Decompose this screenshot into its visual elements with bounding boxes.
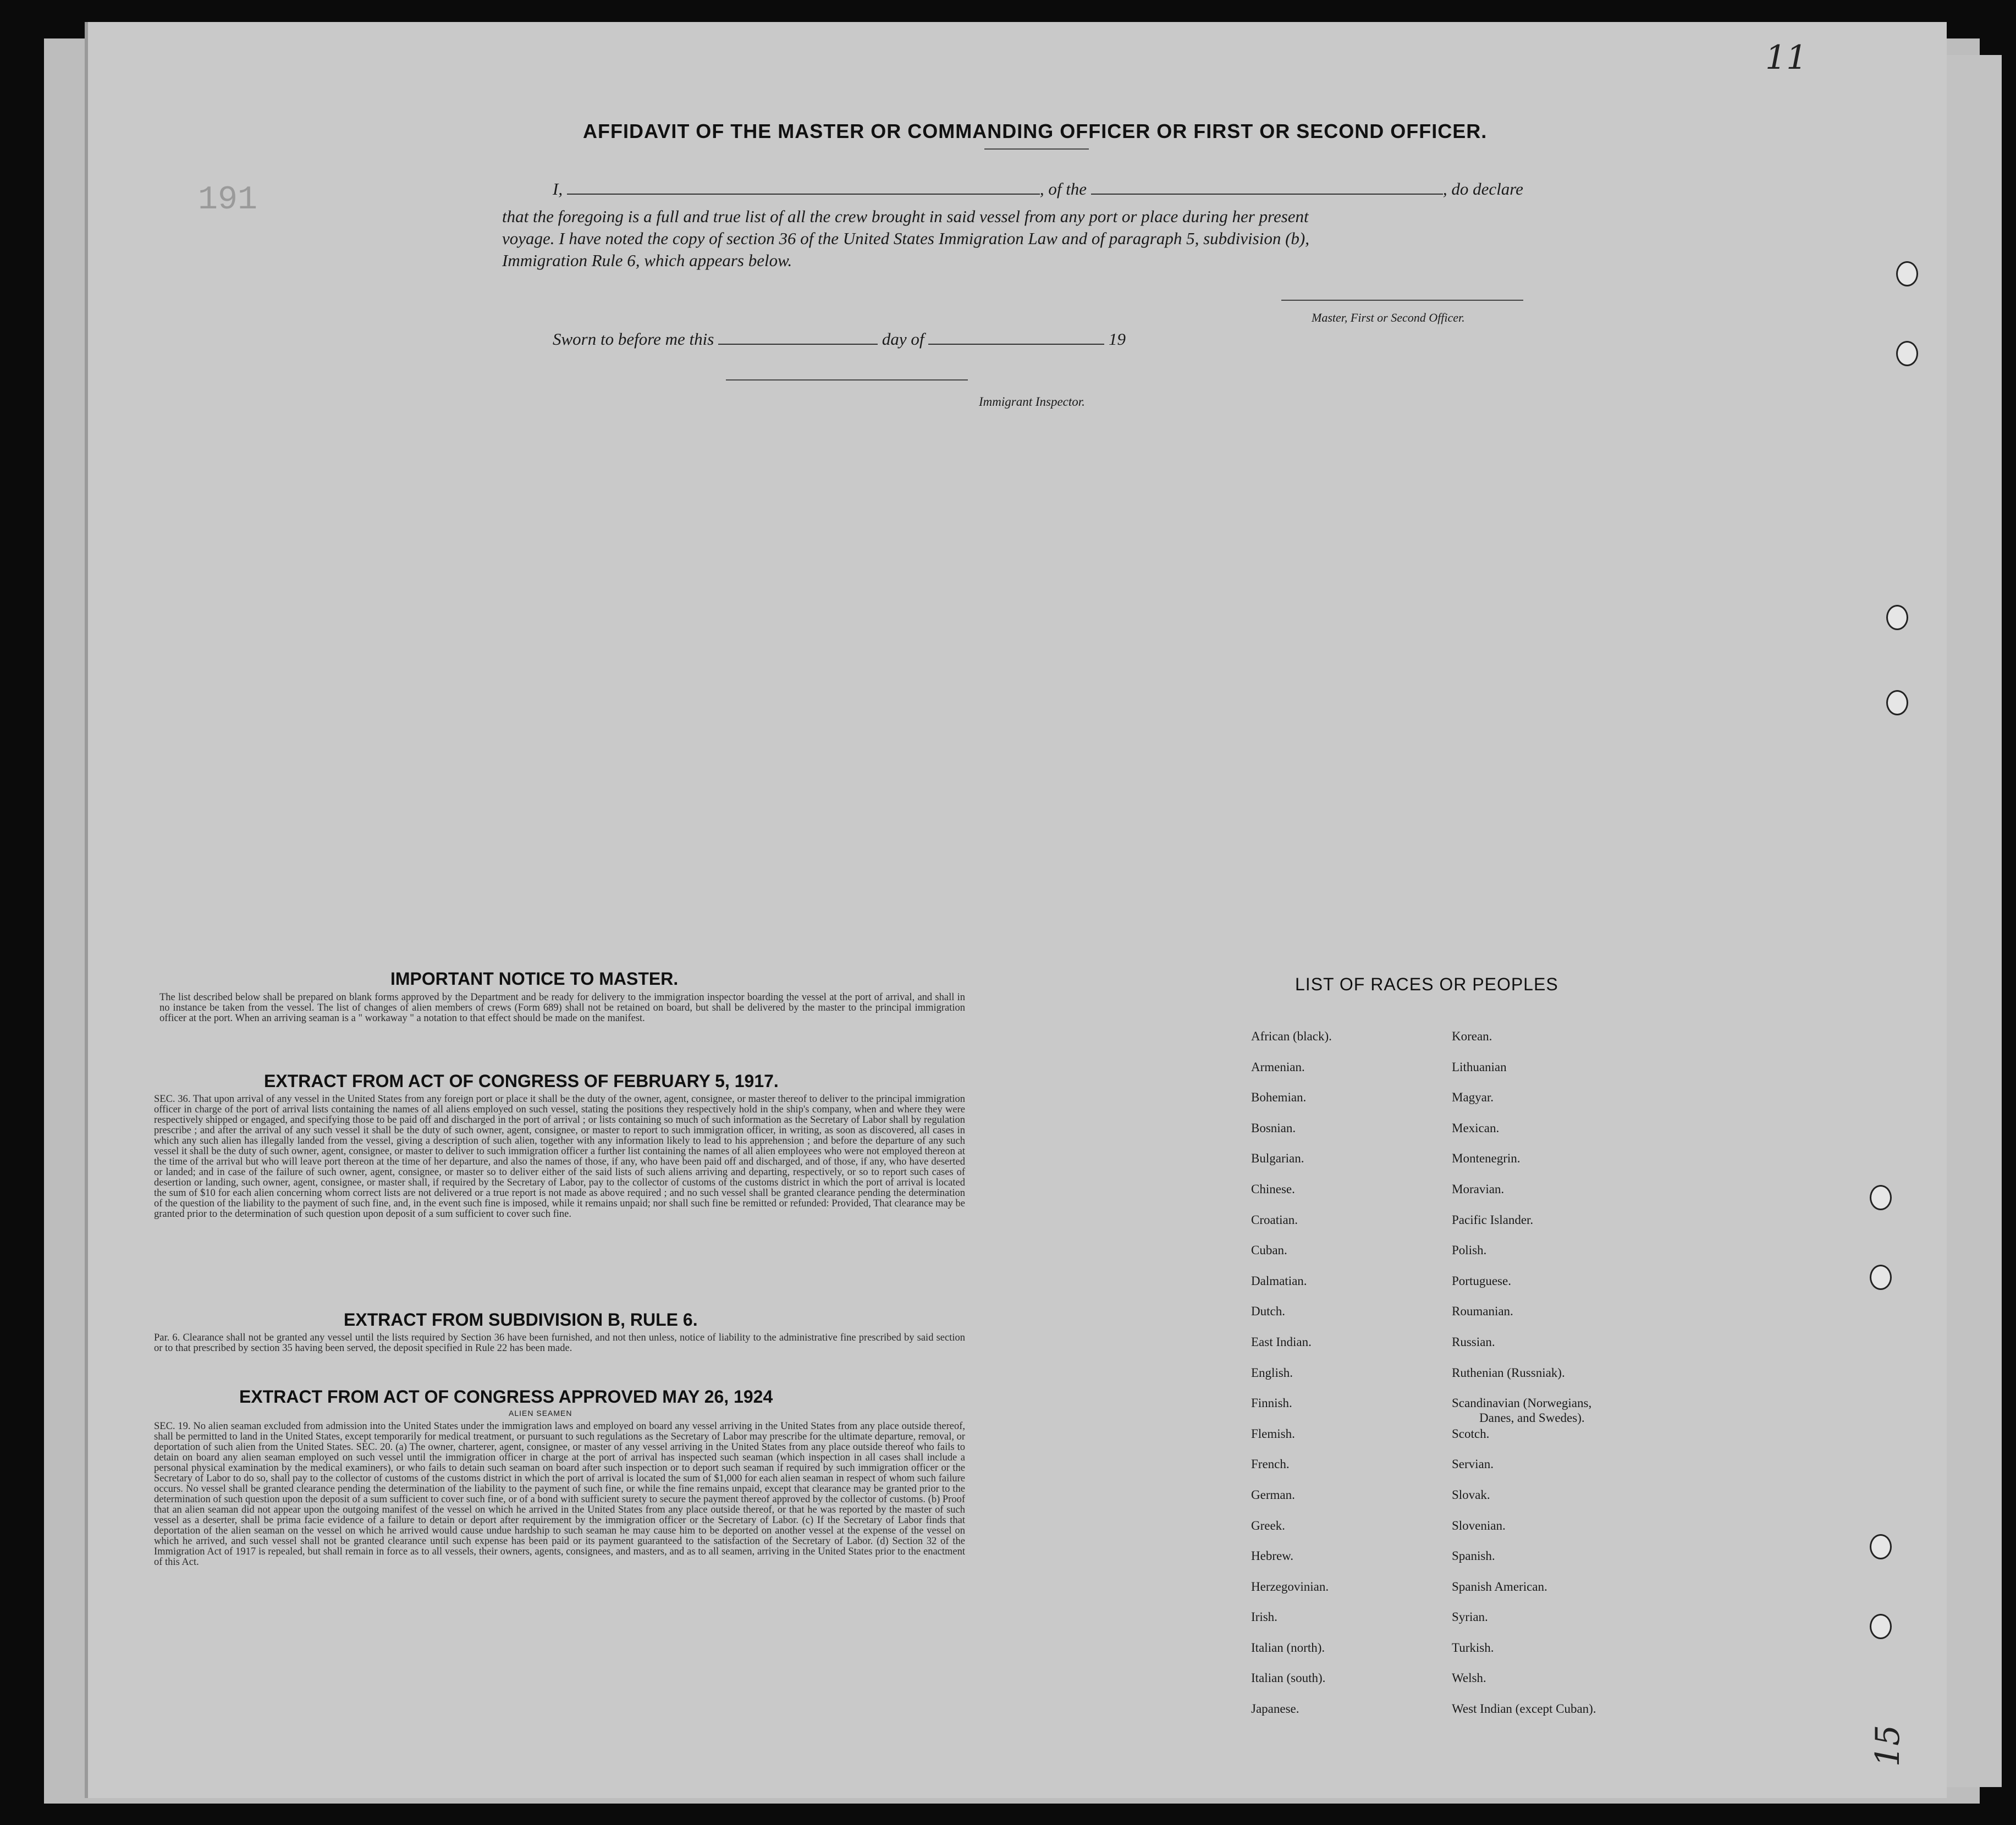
declaration-line-3: voyage. I have noted the copy of section 36 of the United States Immigration Law and of paragraph 5, subdivision (b), — [502, 229, 1309, 248]
extract-rule6-body: Par. 6. Clearance shall not be granted any vessel until the lists required by Section 36 have been furnished, and not then unless, notice of liability to the administrative fine prescribed by said section or to that prescribed by section 35 having been served, the deposit specified in Rule 22 has been made. — [154, 1332, 965, 1354]
race-item: Slovenian. — [1452, 1518, 1506, 1532]
handwritten-number: 11 — [1765, 38, 1808, 77]
extract-1917-body: SEC. 36. That upon arrival of any vessel in the United States from any foreign port or place it shall be the duty of the owner, agent, consignee, or master thereof to deliver to the principal immigration officer in charge of the port of arrival lists containing the names of all aliens employed on such vessel, stating the positions they respectively hold in the ship's company, when and where they were respectively shipped or engaged, and specifying those to be paid off and discharged in the port of arrival ; or lists containing so much of such information as the Secretary of Labor shall by regulation prescribe ; and after the arrival of any such vessel it shall be the duty of such owner, agent, consignee, or master to report to such immigration officer, in writing, as soon as discovered, all cases in which any such alien has illegally landed from the vessel, giving a description of such alien, together with any information likely to lead to his apprehension ; and before the departure of any such vessel it shall be the duty of such owner, agent, consignee, or master to deliver to such immigration officer a further list containing the names of all alien employees who were not employed thereon at the time of the arrival but who will leave port thereon at the time of her departure, and also the names of those, if any, who have been paid off and discharged, and of those, if any, who have deserted or landed; and in case of the failure of such owner, agent, consignee, or master so to deliver either of the said lists of such aliens arriving and departing, respectively, or so to report such cases of desertion or landing, such owner, agent, consignee, or master shall, if required by the Secretary of Labor, pay to the collector of customs of the customs district in which the port of arrival is located the sum of $10 for each alien concerning whom correct lists are not delivered or a true report is not made as above required ; and no such vessel shall be granted clearance pending the determination of the question of the liability to the payment of such fine, and, in the event such fine is imposed, while it remains unpaid; nor shall such fine be remitted or refunded: Provided, That clearance may be granted prior to the determination of such question upon deposit of a sum sufficient to cover such fine. — [154, 1094, 965, 1220]
race-item: Russian. — [1452, 1335, 1495, 1349]
race-item: Scandinavian (Norwegians, — [1452, 1396, 1592, 1410]
binder-hole — [1886, 690, 1908, 715]
race-item: Magyar. — [1452, 1090, 1494, 1105]
race-item: Chinese. — [1251, 1182, 1295, 1196]
race-item: West Indian (except Cuban). — [1452, 1702, 1596, 1716]
race-item: Polish. — [1452, 1243, 1487, 1258]
officer-name-field[interactable] — [567, 194, 1040, 195]
handwritten-number: 15 — [1869, 1724, 1908, 1767]
race-item: African (black). — [1251, 1029, 1332, 1043]
race-item: Armenian. — [1251, 1060, 1305, 1074]
title-rule — [984, 148, 1089, 150]
binder-hole — [1870, 1185, 1892, 1210]
race-item: Portuguese. — [1452, 1273, 1511, 1288]
races-right-column — [1452, 1029, 1596, 1733]
race-item: Bohemian. — [1251, 1090, 1307, 1105]
race-item: Herzegovinian. — [1251, 1579, 1329, 1594]
race-item: Hebrew. — [1251, 1549, 1294, 1563]
declaration-line-1 — [553, 177, 1523, 201]
race-item: Pacific Islander. — [1452, 1212, 1534, 1227]
binder-hole — [1896, 261, 1918, 286]
right-edge-strip — [1947, 55, 2002, 1787]
declaration-of-the: , of the — [1039, 179, 1087, 199]
declaration-i: I, — [553, 179, 563, 199]
race-item: Danes, and Swedes). — [1479, 1411, 1585, 1425]
races-title: LIST OF RACES OR PEOPLES — [1295, 974, 1558, 994]
race-item: Irish. — [1251, 1610, 1277, 1624]
race-item: Bulgarian. — [1251, 1151, 1304, 1166]
extract-1924-body: SEC. 19. No alien seaman excluded from admission into the United States under the immigration laws and employed on board any vessel arriving in the United States from any place outside thereof, shall be permitted to land in the United States, except temporarily for medical treatment, or pursuant to such regulations as the Secretary of Labor may prescribe for the ultimate departure, removal, or deportation of such alien from the United States. SEC. 20. (a) The owner, charterer, agent, consignee, or master of any vessel arriving in the United States from any place outside thereof who fails to detain on board any alien seaman employed on such vessel until the immigration officer in charge at the port of arrival has inspected such seaman (which inspection in all cases shall include a personal physical examination by the medical examiners), or who fails to detain such seaman on board after such inspection or to deport such seaman if required by such immigration officer or the Secretary of Labor to do so, shall pay to the collector of customs of the customs district in which the port of arrival is located the sum of $1,000 for each alien seaman in respect of whom such failure occurs. No vessel shall be granted clearance pending the determination of the liability to the payment of such fine, or while the fine remains unpaid, except that clearance may be granted prior to the determination of such question upon the deposit of a sum sufficient to cover such fine, or of a bond with sufficient surety to secure the payment thereof approved by the collector of customs. (b) Proof that an alien seaman did not appear upon the outgoing manifest of the vessel on which he arrived in the United States from any place outside thereof, or that he was reported by the master of such vessel as a deserter, shall be prima facie evidence of a failure to detain or deport after requirement by the immigration officer or the Secretary of Labor. (c) If the Secretary of Labor finds that deportation of the alien seaman on the vessel on which he arrived would cause undue hardship to such seaman he may cause him to be deported on another vessel at the expense of the vessel on which he arrived, and such vessel shall not be granted clearance until such expense has been paid or its payment guaranteed to the satisfaction of the Secretary of Labor. (d) Section 32 of the Immigration Act of 1917 is repealed, but shall remain in force as to all vessels, their owners, agents, consignees, and masters, and as to all seamen, arriving in the United States prior to the enactment of this Act. — [154, 1421, 965, 1568]
sworn-month-field[interactable] — [928, 344, 1104, 345]
extract-1917-title: EXTRACT FROM ACT OF CONGRESS OF FEBRUARY 5, 1917. — [264, 1071, 779, 1091]
binder-hole — [1896, 341, 1918, 366]
binder-hole — [1870, 1614, 1892, 1639]
bleed-mark: 191 — [198, 181, 258, 219]
inspector-signature-line[interactable] — [726, 379, 968, 381]
sworn-day-of: day of — [882, 329, 924, 349]
race-item: Dalmatian. — [1251, 1273, 1307, 1288]
inspector-label: Immigrant Inspector. — [979, 395, 1085, 409]
extract-1924-title: EXTRACT FROM ACT OF CONGRESS APPROVED MAY 26, 1924 — [239, 1387, 773, 1407]
race-item: Mexican. — [1452, 1121, 1500, 1135]
extract-1924-subtitle: ALIEN SEAMEN — [509, 1409, 572, 1418]
declaration-line-4: Immigration Rule 6, which appears below. — [502, 251, 792, 270]
master-signature-line[interactable] — [1281, 300, 1523, 301]
vessel-name-field[interactable] — [1091, 194, 1443, 195]
race-item: Servian. — [1452, 1457, 1494, 1471]
race-item: Lithuanian — [1452, 1060, 1507, 1074]
race-item: German. — [1251, 1487, 1295, 1502]
extract-rule6-title: EXTRACT FROM SUBDIVISION B, RULE 6. — [344, 1310, 698, 1330]
race-item: East Indian. — [1251, 1335, 1312, 1349]
race-item: French. — [1251, 1457, 1290, 1471]
race-item: Dutch. — [1251, 1304, 1285, 1319]
race-item: Italian (south). — [1251, 1671, 1326, 1685]
declaration-do-declare: , do declare — [1442, 179, 1523, 199]
race-item: Slovak. — [1452, 1487, 1490, 1502]
race-item: Korean. — [1452, 1029, 1492, 1043]
race-item: Cuban. — [1251, 1243, 1287, 1258]
race-item: Welsh. — [1452, 1671, 1486, 1685]
race-item: Japanese. — [1251, 1702, 1299, 1716]
race-item: Greek. — [1251, 1518, 1285, 1532]
affidavit-title: AFFIDAVIT OF THE MASTER OR COMMANDING OFFICER OR FIRST OR SECOND OFFICER. — [583, 120, 1488, 142]
race-item: Spanish. — [1452, 1549, 1495, 1563]
sworn-line — [553, 327, 1126, 351]
race-item: Italian (north). — [1251, 1640, 1325, 1655]
binder-hole — [1886, 605, 1908, 630]
race-item: Syrian. — [1452, 1610, 1488, 1624]
notice-body: The list described below shall be prepared on blank forms approved by the Department and be ready for delivery to the immigration inspector boarding the vessel at the port of arrival, and shall in no instance be taken from the vessel. The list of changes of alien members of crews (Form 689) shall not be retained on board, but shall be delivered by the master to the principal immigration officer at the port. When an arriving seaman is a " workaway " a notation to that effect should be made on the manifest. — [159, 992, 965, 1024]
race-item: Scotch. — [1452, 1426, 1490, 1441]
declaration-line-2: that the foregoing is a full and true list of all the crew brought in said vessel from any port or place during her present — [502, 207, 1309, 226]
binder-hole — [1870, 1265, 1892, 1290]
race-item: Roumanian. — [1452, 1304, 1513, 1319]
sworn-year: 19 — [1108, 329, 1126, 349]
race-item: Croatian. — [1251, 1212, 1298, 1227]
race-item: Finnish. — [1251, 1396, 1292, 1410]
races-left-column — [1251, 1029, 1332, 1733]
sworn-text: Sworn to before me this — [553, 329, 714, 349]
race-item: Bosnian. — [1251, 1121, 1296, 1135]
race-item: Spanish American. — [1452, 1579, 1547, 1594]
notice-title: IMPORTANT NOTICE TO MASTER. — [390, 969, 679, 989]
race-item: Flemish. — [1251, 1426, 1295, 1441]
race-item: Ruthenian (Russniak). — [1452, 1365, 1565, 1380]
race-item: English. — [1251, 1365, 1293, 1380]
binder-hole — [1870, 1534, 1892, 1559]
sworn-day-field[interactable] — [718, 344, 878, 345]
race-item: Moravian. — [1452, 1182, 1505, 1196]
race-item: Turkish. — [1452, 1640, 1494, 1655]
master-label: Master, First or Second Officer. — [1312, 311, 1465, 324]
race-item: Montenegrin. — [1452, 1151, 1521, 1166]
